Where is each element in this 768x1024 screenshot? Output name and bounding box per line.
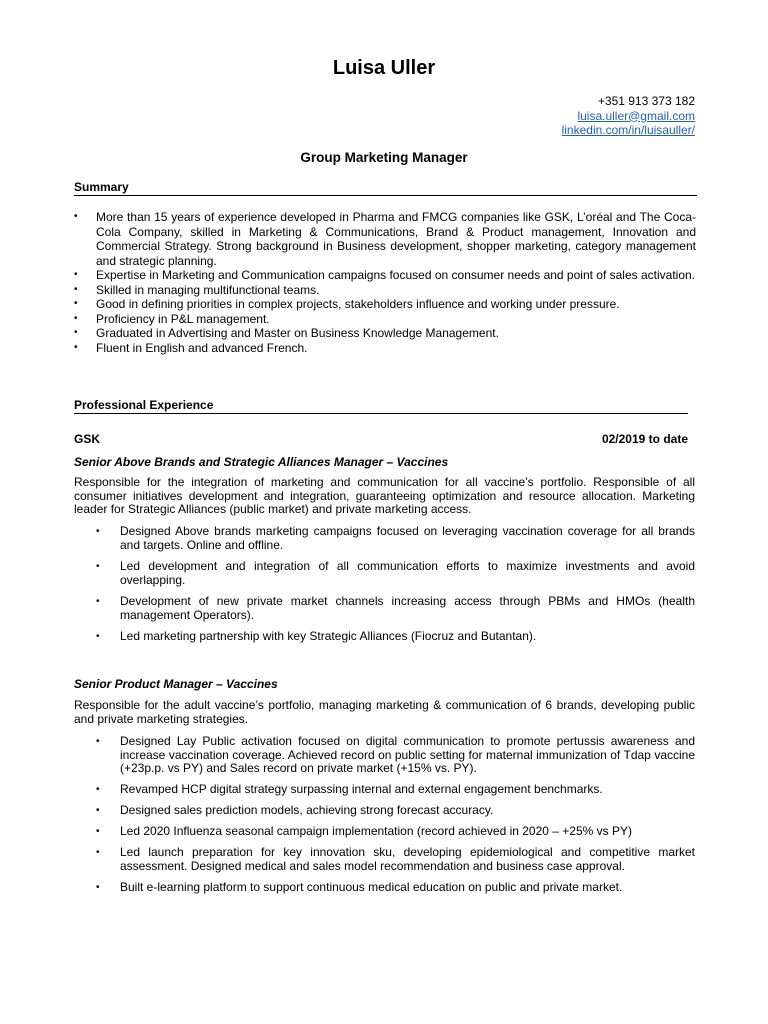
role-description: Responsible for the adult vaccine’s portfolio, managing marketing & communication of 6 brands, developing public and private marketing strategies. [74, 698, 695, 726]
achievement-item: • Led marketing partnership with key Strategic Alliances (Fiocruz and Butantan). [96, 629, 537, 643]
achievement-item: • Designed sales prediction models, achieving strong forecast accuracy. [96, 803, 494, 817]
contact-block [562, 94, 695, 138]
summary-list [74, 210, 696, 355]
summary-item: • More than 15 years of experience developed in Pharma and FMCG companies like GSK, L’oréal and The Coca-Cola Company, skilled in Marketing & Communications, Brand & Product management, Innovation and Commercial Strategy. Strong background in Business development, shopper marketing, category management and strategic planning. [74, 210, 696, 268]
company-row [74, 432, 688, 446]
linkedin-link[interactable]: linkedin.com/in/luisauller/ [561, 123, 695, 137]
summary-heading: Summary [74, 180, 697, 196]
summary-item: • Fluent in English and advanced French. [74, 340, 308, 355]
phone-number: +351 913 373 182 [597, 94, 695, 108]
achievement-list [96, 525, 695, 652]
bullet-icon: • [74, 211, 78, 222]
achievement-item: • Development of new private market channels increasing access through PBMs and HMOs (health management Operators). [96, 594, 695, 622]
bullet-icon: • [74, 341, 78, 353]
bullet-icon: • [96, 631, 100, 642]
bullet-icon: • [96, 596, 100, 607]
company-name: GSK [74, 432, 101, 446]
achievement-list [96, 735, 695, 902]
achievement-item: • Led launch preparation for key innovation sku, developing epidemiological and competitive market assessment. Designed medical and sales model recommendation and business case approval. [96, 845, 695, 873]
role-title: Senior Above Brands and Strategic Alliances Manager – Vaccines [74, 455, 449, 469]
bullet-icon: • [96, 736, 100, 747]
bullet-icon: • [74, 269, 78, 280]
summary-item: • Expertise in Marketing and Communication campaigns focused on consumer needs and point of sales activation. [74, 268, 695, 282]
achievement-item: • Led 2020 Influenza seasonal campaign implementation (record achieved in 2020 – +25% vs PY) [96, 824, 632, 838]
achievement-item: • Designed Above brands marketing campaigns focused on leveraging vaccination coverage for all brands and targets. Online and offline. [96, 524, 695, 552]
bullet-icon: • [74, 327, 78, 338]
role-title: Senior Product Manager – Vaccines [74, 677, 278, 691]
achievement-item: • Designed Lay Public activation focused on digital communication to promote pertussis awareness and increase vaccination coverage. Achieved record on public setting for maternal immunization of Tdap vaccine (+23p.p. vs PY) and Sales record on private market (+15% vs. PY). [96, 734, 695, 775]
bullet-icon: • [96, 847, 100, 858]
bullet-icon: • [74, 298, 78, 309]
bullet-icon: • [96, 526, 100, 537]
summary-item: • Good in defining priorities in complex projects, stakeholders influence and working under pressure. [74, 297, 620, 311]
bullet-icon: • [96, 826, 100, 837]
achievement-item: • Led development and integration of all communication efforts to maximize investments and avoid overlapping. [96, 559, 695, 587]
bullet-icon: • [96, 784, 100, 795]
bullet-icon: • [74, 283, 78, 295]
achievement-item: • Built e-learning platform to support continuous medical education on public and private market. [96, 879, 623, 894]
bullet-icon: • [96, 881, 100, 893]
bullet-icon: • [96, 561, 100, 572]
email-link[interactable]: luisa.uller@gmail.com [577, 108, 695, 123]
achievement-item: • Revamped HCP digital strategy surpassing internal and external engagement benchmarks. [96, 782, 603, 796]
bullet-icon: • [74, 312, 78, 324]
summary-item: • Skilled in managing multifunctional teams. [74, 282, 320, 297]
job-target-title: Group Marketing Manager [300, 150, 468, 165]
summary-item: • Proficiency in P&L management. [74, 311, 270, 326]
employment-dates: 02/2019 to date [601, 432, 688, 446]
bullet-icon: • [96, 805, 100, 816]
experience-heading: Professional Experience [74, 398, 688, 414]
candidate-name: Luisa Uller [332, 57, 436, 79]
role-description: Responsible for the integration of marketing and communication for all vaccine’s portfolio. Responsible of all consumer initiatives development and integration, guaranteeing optimization and resource allocation. Marketing leader for Strategic Alliances (public market) and private marketing access. [74, 475, 695, 516]
summary-item: • Graduated in Advertising and Master on Business Knowledge Management. [74, 326, 499, 340]
